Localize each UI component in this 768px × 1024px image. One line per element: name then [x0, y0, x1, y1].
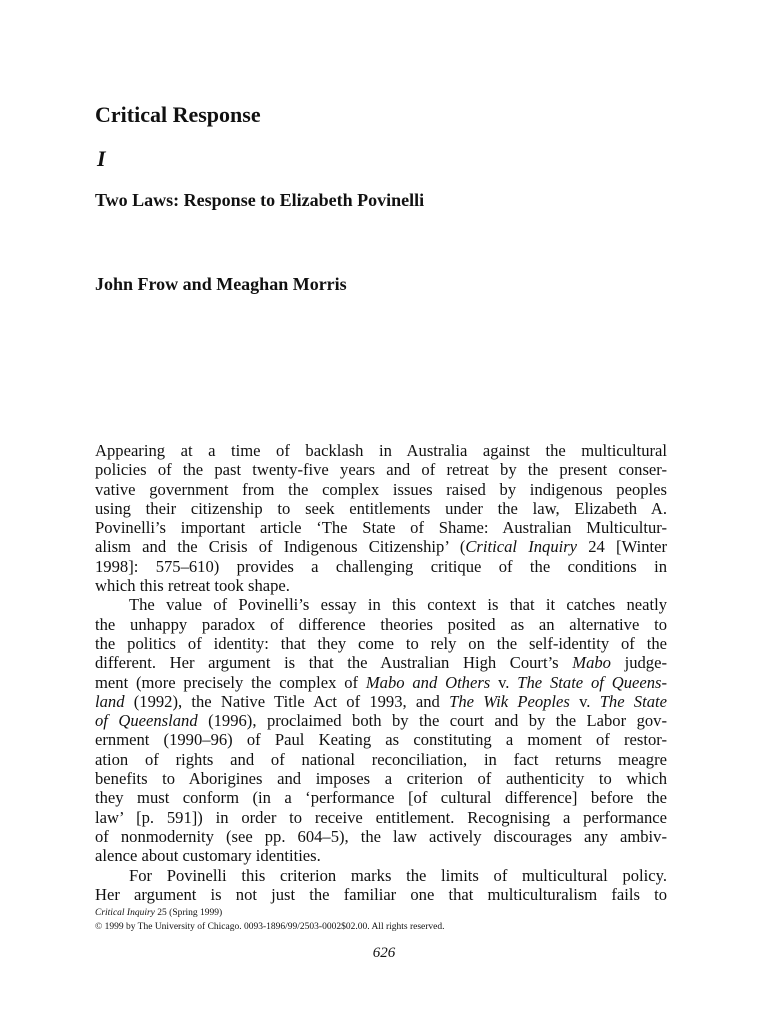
case-name: Mabo and Others	[365, 672, 491, 692]
body-line	[95, 692, 667, 711]
body-line: Her argument is not just the familiar one that multiculturalism fails to	[95, 884, 667, 904]
body-line: vative government from the complex issues raised by indigenous peoples	[95, 479, 667, 499]
journal-issue-line	[95, 906, 667, 920]
body-line: 1998]: 575–610) provides a challenging critique of the conditions in	[95, 556, 667, 576]
case-name: The State of Queens-	[517, 672, 667, 692]
body-line	[95, 711, 667, 730]
copyright-line: © 1999 by The University of Chicago. 0093-1896/99/2503-0002$02.00. All rights reserved.	[95, 922, 445, 932]
body-line: Povinelli’s important article ‘The State of Shame: Australian Multicultur-	[95, 518, 667, 538]
body-line: ation of rights and of national reconciliation, in fact returns meagre	[95, 749, 667, 769]
body-text-segment: alism and the Crisis of Indigenous Citizenship’ (	[95, 537, 466, 557]
body-line: alence about customary identities.	[95, 846, 321, 866]
body-line: benefits to Aborigines and imposes a criterion of authenticity to which	[95, 769, 667, 789]
body-text-segment: ment (more precisely the complex of	[95, 672, 366, 692]
case-name: The State	[599, 691, 667, 711]
body-line	[95, 653, 667, 672]
body-text-segment: v.	[569, 691, 600, 711]
body-line: of nonmodernity (see pp. 604–5), the law actively discourages any ambiv-	[95, 826, 667, 846]
article-authors: John Frow and Meaghan Morris	[95, 274, 347, 294]
body-line: policies of the past twenty-five years and of retreat by the present conser-	[95, 460, 667, 480]
body-text-segment: v.	[490, 672, 518, 692]
body-text-segment: (1992), the Native Title Act of 1993, and	[124, 691, 450, 711]
body-line: For Povinelli this criterion marks the limits of multicultural policy.	[129, 865, 667, 885]
article-title: Two Laws: Response to Elizabeth Povinelli	[95, 190, 425, 210]
body-line: The value of Povinelli’s essay in this context is that it catches neatly	[129, 595, 667, 615]
body-line: the unhappy paradox of difference theories posited as an alternative to	[95, 614, 667, 634]
body-line: the politics of identity: that they come to rely on the self-identity of the	[95, 633, 667, 653]
body-line	[95, 537, 667, 556]
body-text-segment: different. Her argument is that the Australian High Court’s	[95, 653, 573, 673]
body-line: ernment (1990–96) of Paul Keating as constituting a moment of restor-	[95, 730, 667, 750]
body-text-segment: judge-	[610, 653, 667, 673]
body-line: law’ [p. 591]) in order to receive entitlement. Recognising a performance	[95, 807, 667, 827]
case-name: of Queensland	[95, 711, 198, 731]
journal-name: Critical Inquiry	[95, 908, 155, 918]
case-name: The Wik Peoples	[449, 691, 570, 711]
body-line	[95, 673, 667, 692]
body-line: which this retreat took shape.	[95, 576, 290, 596]
body-line: they must conform (in a ‘performance [of cultural difference] before the	[95, 788, 667, 808]
section-title: Critical Response	[95, 102, 261, 127]
body-line: using their citizenship to seek entitlements under the law, Elizabeth A.	[95, 498, 667, 518]
article-body	[95, 441, 667, 904]
issue-info: 25 (Spring 1999)	[154, 908, 223, 918]
section-number: I	[97, 146, 106, 171]
page-footer	[95, 906, 667, 934]
body-text-segment: (1996), proclaimed both by the court and by the Labor gov-	[197, 711, 667, 731]
case-name: land	[95, 691, 125, 711]
body-text-segment: 24 [Winter	[577, 537, 667, 557]
body-line: Appearing at a time of backlash in Australia against the multicultural	[95, 441, 667, 460]
journal-citation: Critical Inquiry	[465, 537, 578, 557]
page-number: 626	[372, 945, 396, 961]
case-name: Mabo	[572, 653, 611, 673]
